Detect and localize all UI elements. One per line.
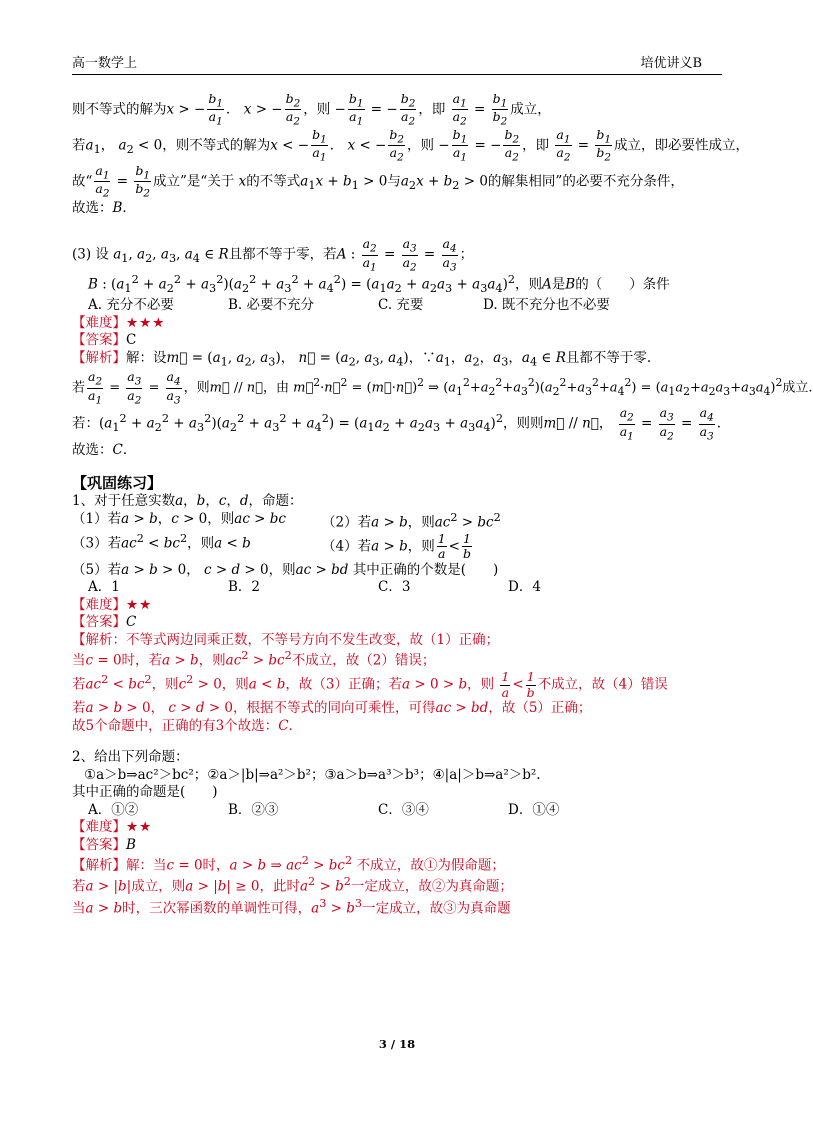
analysis-line: 若：$(a_1^2 + a_2^2 + a_3^2)(a_2^2 + a_3^2 + a_4^2) = (a_1a_2 + a_2a_3 + a_3a_4)^2$，则则m⃗ // n⃗， $\frac{a_2}{a_1}$ = $\frac{a_3}{a_2}$ = $\frac{a_4}{a_3}$ . <box>72 405 722 443</box>
option: B. 必要不充分 <box>228 297 315 314</box>
option: D．①④ <box>508 801 560 818</box>
problem-3-stem: (3) 设 $a_1$, $a_2$, $a_3$, $a_4$ ∈ R且都不等于零，若A : $\frac{a_2}{a_1}$ = $\frac{a_3}{a_2}$ = $\frac{a_4}{a_3}$ ； <box>72 236 474 274</box>
text-line: 故选：C． <box>72 442 137 459</box>
difficulty-line: 【难度】★★★ <box>72 314 166 331</box>
answer-line: 【答案】B <box>72 836 136 853</box>
q2-options <box>72 802 724 820</box>
option: B．2 <box>228 579 261 596</box>
analysis-line: 【解析】解：设m⃗ = ($a_1$, $a_2$, $a_3$)， n⃗ = ($a_2$, $a_3$, $a_4$)，$\because a_1$，$a_2$，$a_3$，$a_4$ ∈ R且都不等于零. <box>72 349 652 369</box>
difficulty-line: 【难度】★★ <box>72 819 153 836</box>
section-title: 【巩固练习】 <box>72 473 163 492</box>
q1-items: （1）若a > b，c > 0，则ac > bc （2）若a > b，则$ac^2 > bc^2$ <box>72 510 501 531</box>
analysis-line: 若a > |b|成立，则a > |b| ≥ 0，此时$a^2 > b^2$一定成立，故②为真命题； <box>72 875 513 895</box>
problem-3-stem-b: B : $(a_1^2 + a_2^2 + a_3^2)(a_2^2 + a_3^2 + a_4^2) = (a_1a_2 + a_2a_3 + a_3a_4)^2$，则A是B的（ ）条件 <box>88 273 670 296</box>
page-number: 3 / 18 <box>378 1037 416 1051</box>
difficulty-stars: ★★ <box>126 819 153 836</box>
option: A．1 <box>88 579 120 596</box>
answer-line: 【答案】C <box>72 332 137 349</box>
header-left: 高一数学上 <box>72 56 138 71</box>
q1-stem: 1、对于任意实数a，b，c，d，命题： <box>72 493 303 510</box>
problem-3-options <box>72 297 724 315</box>
analysis-line: 若$ac^2 < bc^2$，则$c^2 > 0$，则a < b，故（3）正确；若a > 0 > b，则 $\frac{1}{a}$ < $\frac{1}{b}$ 不成立，故（4）错误 <box>72 669 668 700</box>
text-line: 则不等式的解为x > − $\frac{b_1}{a_1}$ ． x > − $\frac{b_2}{a_2}$ ，则 − $\frac{b_1}{a_1}$ = − $\frac{b_2}{a_2}$ ，即 $\frac{a_1}{a_2}$ = $\frac{b_1}{b_2}$ 成立， <box>72 91 551 128</box>
text-line: 故“ $\frac{a_1}{a_2}$ = $\frac{b_1}{b_2}$ 成立”是“关于 x的不等式$a_1x + b_1 > 0$与$a_2x + b_2 > 0$的解集相同”的必要不充分条件， <box>72 162 684 200</box>
analysis-line: 当a > b时，三次幂函数的单调性可得，$a^3 > b^3$一定成立，故③为真命题 <box>72 896 511 917</box>
analysis-line: 若a > b > 0， c > d > 0，根据不等式的同向可乘性，可得ac > bd，故（5）正确； <box>72 700 592 717</box>
analysis-line: 【解析】解：当c = 0时，a > b ⇒ $ac^2 > bc^2$ 不成立，故①为假命题； <box>72 854 505 874</box>
option: C. 充要 <box>378 297 424 314</box>
option: A．①② <box>88 801 139 818</box>
q1-item: （5）若a > b > 0， c > d > 0，则ac > bd 其中正确的个数是( ) <box>72 561 499 578</box>
analysis-line: 若 $\frac{a_2}{a_1}$ = $\frac{a_3}{a_2}$ = $\frac{a_4}{a_3}$ ，则m⃗ // n⃗，由 m⃗$^2$·n⃗$^2$ = (m⃗·n⃗)$^2$ ⇒ $(a_1^2+a_2^2+a_3^2)(a_2^2+a_3^2+a_4^2) = (a_1a_2+a_2a_3+a_3a_4)^2$成立. <box>72 369 813 407</box>
q1-options <box>72 579 724 597</box>
option: C．③④ <box>378 801 429 818</box>
analysis-line: 故5个命题中，正确的有3个故选：C． <box>72 717 303 734</box>
text-line: 若$a_1$， $a_2 < 0$，则不等式的解为x < − $\frac{b_1}{a_1}$ ． x < − $\frac{b_2}{a_2}$ ，则 − $\frac{b_1}{a_1}$ = − $\frac{b_2}{a_2}$ ，即 $\frac{a_1}{a_2}$ = $\frac{b_1}{b_2}$ 成立，即必要性成立， <box>72 126 750 164</box>
q2-propositions: ①a＞b⇒ac²＞bc²；②a＞|b|⇒a²＞b²；③a＞b⇒a³＞b³；④|a|＞b⇒a²＞b². <box>84 766 541 783</box>
q2-ask: 其中正确的命题是( ) <box>72 784 218 801</box>
text-line: 故选：B． <box>72 199 136 216</box>
option: D．4 <box>508 579 541 596</box>
difficulty-stars: ★★★ <box>126 314 166 331</box>
header-right: 培优讲义B <box>640 56 702 71</box>
answer-value: B <box>126 836 136 853</box>
option: D. 既不充分也不必要 <box>483 297 610 314</box>
analysis-line: 【解析：不等式两边同乘正数，不等号方向不发生改变，故（1）正确； <box>72 631 500 648</box>
page-header <box>72 52 722 75</box>
answer-value: C <box>126 614 137 631</box>
option: A. 充分不必要 <box>88 297 174 314</box>
q1-items: （3）若$ac^2 < bc^2$，则a < b （4）若a > b，则 $\frac{1}{a}$ < $\frac{1}{b}$ <box>72 530 471 562</box>
option: C．3 <box>378 579 411 596</box>
answer-value: C <box>126 332 137 349</box>
page-content <box>72 91 813 918</box>
option: B．②③ <box>228 801 279 818</box>
difficulty-stars: ★★ <box>126 596 153 613</box>
answer-line: 【答案】C <box>72 614 137 631</box>
difficulty-line: 【难度】★★ <box>72 596 153 613</box>
analysis-line: 当c = 0时，若a > b，则$ac^2 > bc^2$不成立，故（2）错误； <box>72 649 436 669</box>
q2-stem: 2、给出下列命题： <box>72 749 189 766</box>
